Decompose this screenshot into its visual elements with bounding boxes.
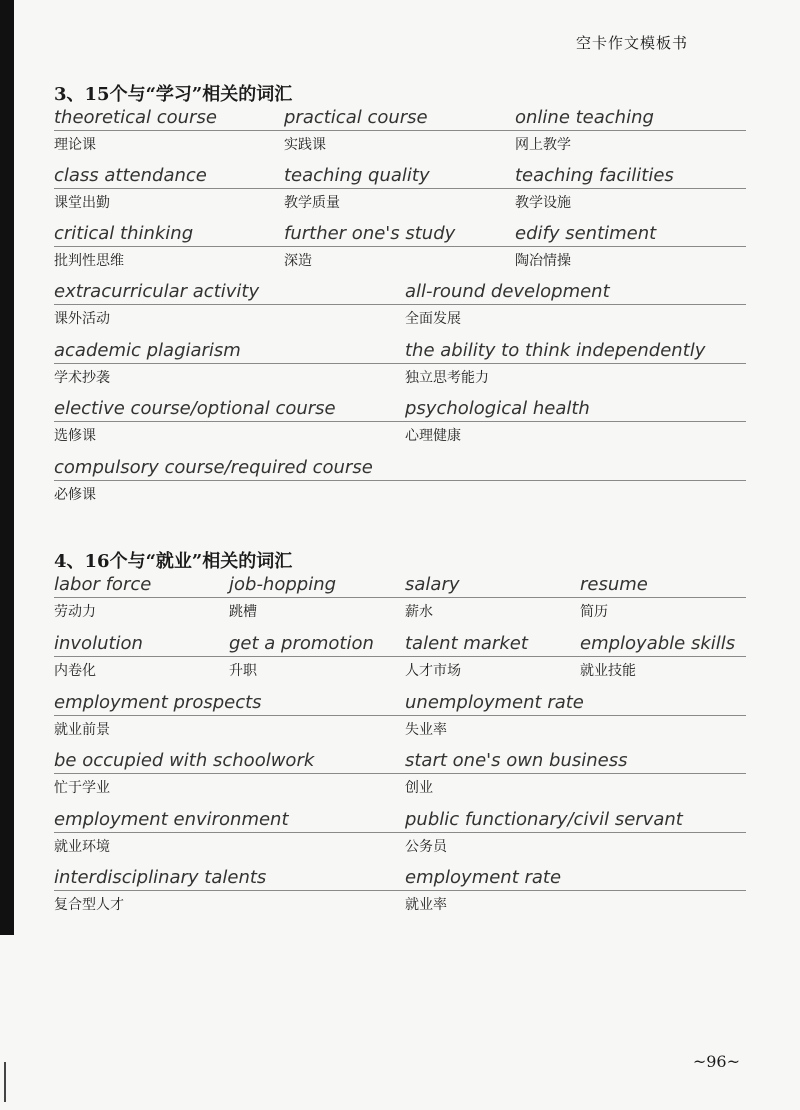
vocab-row [54,340,746,392]
english-term: elective course/optional course [54,398,336,419]
chinese-term: 批判性思维 [54,253,124,269]
chinese-term: 深造 [284,253,312,269]
english-term: employable skills [580,633,736,654]
english-term: compulsory course/required course [54,457,373,478]
chinese-term: 创业 [405,780,433,796]
english-term: edify sentiment [515,223,657,244]
section-heading-employment: 4、16个与“就业”相关的词汇 [54,551,293,572]
chinese-term: 理论课 [54,137,96,153]
english-term: employment rate [405,867,562,888]
vocab-entry [405,633,528,680]
vocab-entry [405,867,561,914]
chinese-term: 教学设施 [515,195,571,211]
english-term: academic plagiarism [54,340,241,361]
chinese-term: 就业环境 [54,839,110,855]
english-term: job-hopping [229,574,337,595]
english-term: class attendance [54,165,207,186]
vocab-entry [405,750,628,797]
page-number: ~96~ [692,1052,740,1071]
english-term: salary [405,574,460,595]
vocab-entry [284,107,428,154]
chinese-term: 课外活动 [54,311,110,327]
vocab-entry [54,633,143,680]
chinese-term: 独立思考能力 [405,370,489,386]
english-term: practical course [284,107,428,128]
english-term: employment prospects [54,692,262,713]
vocab-row [54,633,746,685]
chinese-term: 公务员 [405,839,447,855]
vocab-row [54,692,746,744]
chinese-term: 网上教学 [515,137,571,153]
vocab-entry [54,107,217,154]
vocab-entry [580,633,735,680]
chinese-term: 课堂出勤 [54,195,110,211]
chinese-term: 必修课 [54,487,96,503]
vocab-row [54,574,746,626]
vocab-entry [405,340,705,387]
english-term: labor force [54,574,152,595]
english-term: interdisciplinary talents [54,867,267,888]
vocab-entry [54,692,262,739]
chinese-term: 就业率 [405,897,447,913]
english-term: psychological health [405,398,590,419]
vocab-entry [54,165,207,212]
vocab-row [54,809,746,861]
chinese-term: 人才市场 [405,663,461,679]
chinese-term: 升职 [229,663,257,679]
vocab-entry [405,574,460,621]
vocab-entry [284,223,455,270]
vocab-entry [54,398,336,445]
vocab-entry [405,281,610,328]
chinese-term: 简历 [580,604,608,620]
chinese-term: 薪水 [405,604,433,620]
english-term: teaching quality [284,165,430,186]
chinese-term: 陶冶情操 [515,253,571,269]
vocab-entry [284,165,430,212]
vocab-entry [54,574,151,621]
vocab-entry [54,457,373,504]
english-term: all-round development [405,281,610,302]
chinese-term: 选修课 [54,428,96,444]
vocab-entry [229,633,374,680]
english-term: resume [580,574,648,595]
english-term: online teaching [515,107,654,128]
vocab-row [54,398,746,450]
vocab-entry [515,165,674,212]
book-title: 空卡作文模板书 [575,34,688,52]
chinese-term: 学术抄袭 [54,370,110,386]
vocab-row [54,165,746,217]
vocab-row [54,281,746,333]
chinese-term: 就业前景 [54,722,110,738]
vocab-entry [54,223,193,270]
vocab-entry [54,281,259,328]
english-term: public functionary/civil servant [405,809,683,830]
vocab-entry [515,107,654,154]
chinese-term: 失业率 [405,722,447,738]
vocab-entry [580,574,648,621]
chinese-term: 实践课 [284,137,326,153]
vocab-row [54,107,746,159]
english-term: theoretical course [54,107,217,128]
english-term: the ability to think independently [405,340,706,361]
chinese-term: 全面发展 [405,311,461,327]
english-term: employment environment [54,809,289,830]
vocab-row [54,867,746,919]
english-term: unemployment rate [405,692,584,713]
binding-edge [0,0,14,935]
english-term: start one's own business [405,750,628,771]
english-term: talent market [405,633,528,654]
vocab-entry [54,340,241,387]
english-term: further one's study [284,223,456,244]
chinese-term: 心理健康 [405,428,461,444]
vocab-entry [405,809,683,856]
english-term: be occupied with schoolwork [54,750,315,771]
english-term: extracurricular activity [54,281,260,302]
vocab-entry [54,867,266,914]
chinese-term: 劳动力 [54,604,96,620]
english-term: critical thinking [54,223,194,244]
chinese-term: 跳槽 [229,604,257,620]
vocab-entry [229,574,336,621]
chinese-term: 教学质量 [284,195,340,211]
vocab-entry [405,692,584,739]
vocab-entry [405,398,590,445]
vocab-row [54,457,746,509]
section-heading-study: 3、15个与“学习”相关的词汇 [54,84,293,105]
english-term: get a promotion [229,633,374,654]
chinese-term: 就业技能 [580,663,636,679]
vocab-entry [515,223,656,270]
vocab-entry [54,809,289,856]
chinese-term: 内卷化 [54,663,96,679]
vocab-row [54,223,746,275]
chinese-term: 忙于学业 [54,780,110,796]
vocab-entry [54,750,314,797]
vocab-row [54,750,746,802]
english-term: teaching facilities [515,165,674,186]
chinese-term: 复合型人才 [54,897,124,913]
binding-mark [4,1062,6,1102]
english-term: involution [54,633,143,654]
